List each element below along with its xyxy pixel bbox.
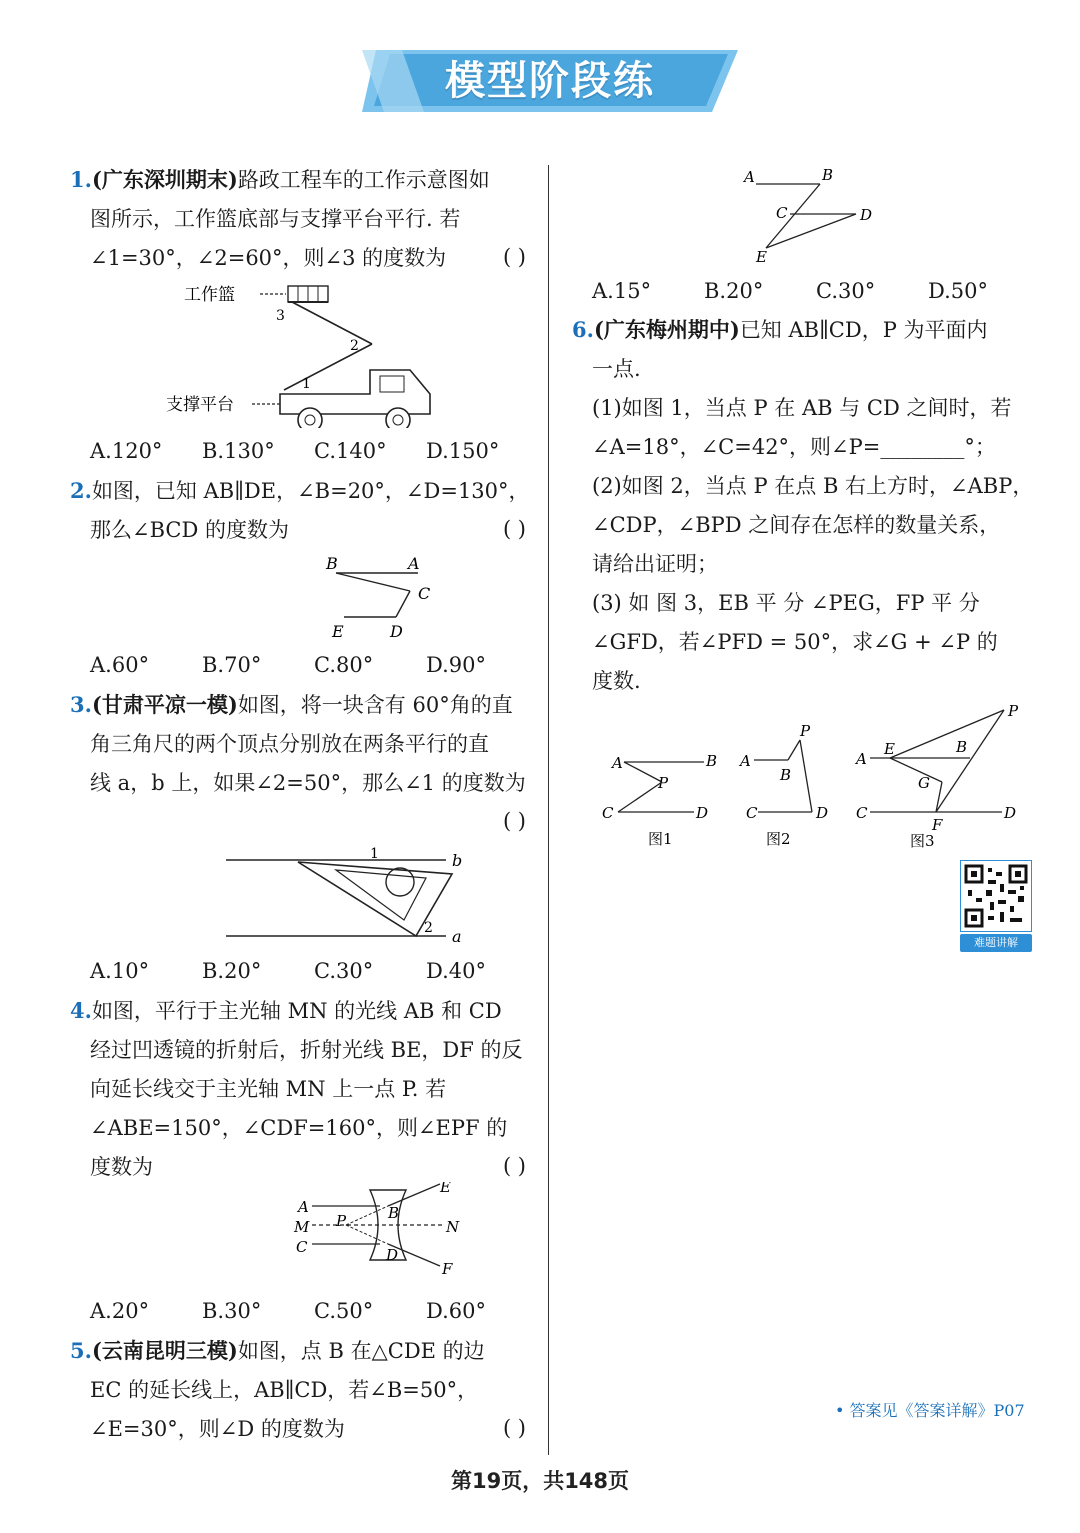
figure-q6-3: [852, 700, 1038, 852]
option-b[interactable]: B.20°: [202, 959, 262, 983]
point-A: A: [612, 754, 623, 772]
page-number: 第19页，共148页: [450, 1469, 630, 1493]
point-F: F: [442, 1260, 453, 1278]
point-A: A: [856, 750, 867, 768]
figure-caption: 图2: [766, 830, 791, 848]
question-text: 向延长线交于主光轴 MN 上一点 P. 若: [90, 1077, 447, 1101]
angle-2-label: 2: [350, 338, 359, 354]
point-B: B: [822, 166, 834, 184]
options-q2: [90, 646, 530, 685]
question-3: [70, 685, 530, 833]
answer-reference: • 答案见《答案详解》P07: [835, 1401, 1025, 1420]
question-text: ∠ABE=150°，∠CDF=160°，则∠EPF 的: [90, 1116, 508, 1140]
question-source: (广东梅州期中): [593, 317, 740, 342]
option-b[interactable]: B.130°: [202, 439, 275, 463]
question-text: ∠A=18°，∠C=42°，则∠P=________°；: [592, 435, 996, 459]
point-E: E: [756, 248, 767, 266]
question-text: ∠GFD，若∠PFD = 50°，求∠G + ∠P 的: [592, 630, 998, 654]
point-D: D: [860, 206, 873, 224]
point-B: B: [780, 766, 792, 784]
answer-blank: ( ): [502, 1416, 526, 1440]
point-E: E: [332, 622, 344, 641]
answer-blank: ( ): [502, 1154, 526, 1178]
point-C: C: [856, 804, 868, 822]
option-a[interactable]: A.20°: [90, 1299, 150, 1323]
point-B: B: [388, 1204, 400, 1222]
question-text: 路政工程车的工作示意图如: [237, 168, 490, 192]
option-a[interactable]: A.15°: [592, 279, 652, 303]
figure-q6-1: [596, 742, 726, 852]
question-1: [70, 160, 530, 278]
point-E: E: [884, 740, 895, 758]
point-D: D: [1004, 804, 1017, 822]
point-P: P: [800, 722, 811, 740]
option-c[interactable]: C.140°: [314, 439, 387, 463]
point-C: C: [296, 1238, 308, 1256]
question-text: 一点.: [592, 357, 641, 381]
option-b[interactable]: B.30°: [202, 1299, 262, 1323]
qr-caption: 难题讲解: [960, 934, 1032, 952]
question-number: 6.: [572, 317, 594, 342]
question-text: ∠CDP，∠BPD 之间存在怎样的数量关系，: [592, 513, 1001, 537]
point-E: E: [440, 1182, 451, 1196]
question-5: [70, 1331, 530, 1449]
point-D: D: [390, 622, 403, 641]
section-banner: [362, 48, 738, 114]
figure-caption: 图1: [648, 830, 673, 848]
options-q4: [90, 1292, 530, 1331]
option-a[interactable]: A.10°: [90, 959, 150, 983]
figure-q5: [732, 160, 892, 268]
option-d[interactable]: D.50°: [928, 279, 988, 303]
answer-blank: ( ): [502, 517, 526, 541]
angle-2-label: 2: [424, 920, 433, 936]
point-D: D: [816, 804, 829, 822]
point-G: G: [918, 774, 930, 792]
point-P: P: [336, 1212, 347, 1230]
option-c[interactable]: C.30°: [816, 279, 876, 303]
question-text: (1)如图 1，当点 P 在 AB 与 CD 之间时，若: [592, 396, 1012, 420]
question-number: 3.: [70, 692, 92, 717]
point-P: P: [658, 774, 669, 792]
point-P: P: [1008, 702, 1019, 720]
point-N: N: [446, 1218, 460, 1236]
question-text: 那么∠BCD 的度数为: [90, 518, 289, 542]
point-D: D: [386, 1246, 399, 1264]
point-A: A: [740, 752, 751, 770]
question-text: 请给出证明；: [592, 552, 718, 576]
question-text: 如图，将一块含有 60°角的直: [237, 693, 513, 717]
question-4: [70, 991, 530, 1187]
options-q5: [592, 272, 1032, 311]
question-text: 度数为: [90, 1155, 153, 1179]
question-6: [572, 310, 1038, 701]
figure-q6-2: [736, 720, 846, 852]
angle-3-label: 3: [276, 308, 285, 324]
question-text: EC 的延长线上，AB∥CD，若∠B=50°，: [90, 1378, 479, 1402]
question-text: 如图，平行于主光轴 MN 的光线 AB 和 CD: [91, 999, 502, 1023]
angle-1-label: 1: [370, 846, 379, 862]
question-text: (2)如图 2，当点 P 在点 B 右上方时，∠ABP，: [592, 474, 1034, 498]
answer-blank: ( ): [502, 245, 526, 269]
question-text: 图所示，工作篮底部与支撑平台平行. 若: [90, 207, 461, 231]
point-A: A: [298, 1198, 309, 1216]
point-C: C: [776, 204, 788, 222]
figure-q1-truck: [160, 278, 480, 428]
question-source: (广东深圳期末): [91, 167, 238, 192]
option-d[interactable]: D.90°: [426, 653, 486, 677]
point-D: D: [696, 804, 709, 822]
option-d[interactable]: D.150°: [426, 439, 500, 463]
answer-blank: ( ): [502, 809, 526, 833]
question-text: 经过凹透镜的折射后，折射光线 BE，DF 的反: [90, 1038, 523, 1062]
question-text: (3) 如 图 3，EB 平 分 ∠PEG，FP 平 分: [592, 591, 980, 615]
point-C: C: [746, 804, 758, 822]
option-b[interactable]: B.70°: [202, 653, 262, 677]
line-b-label: b: [452, 851, 463, 870]
point-F: F: [932, 816, 943, 834]
question-text: 角三角尺的两个顶点分别放在两条平行的直: [90, 732, 489, 756]
option-a[interactable]: A.60°: [90, 653, 150, 677]
question-text: 如图，点 B 在△CDE 的边: [237, 1339, 485, 1363]
options-q3: [90, 952, 530, 991]
label-basket: 工作篮: [184, 285, 235, 305]
figure-q2: [250, 553, 450, 643]
question-text: ∠E=30°，则∠D 的度数为: [90, 1417, 345, 1441]
option-d[interactable]: D.40°: [426, 959, 486, 983]
point-C: C: [602, 804, 614, 822]
option-d[interactable]: D.60°: [426, 1299, 486, 1323]
question-source: (甘肃平凉一模): [91, 692, 238, 717]
option-c[interactable]: C.80°: [314, 653, 374, 677]
angle-1-label: 1: [302, 376, 311, 392]
option-c[interactable]: C.30°: [314, 959, 374, 983]
qr-code[interactable]: [960, 860, 1032, 952]
label-platform: 支撑平台: [166, 395, 234, 415]
line-a-label: a: [452, 927, 462, 946]
question-text: 度数.: [592, 669, 641, 693]
question-text: 线 a，b 上，如果∠2=50°，那么∠1 的度数为: [90, 771, 526, 795]
option-a[interactable]: A.120°: [90, 439, 163, 463]
question-number: 2.: [70, 478, 92, 503]
point-M: M: [294, 1218, 310, 1236]
qr-pattern: [960, 860, 1032, 932]
question-text: 已知 AB∥CD，P 为平面内: [739, 318, 988, 342]
column-divider: [548, 165, 549, 1455]
question-2: [70, 471, 530, 550]
question-number: 1.: [70, 167, 92, 192]
point-B: B: [326, 554, 338, 573]
question-source: (云南昆明三模): [91, 1338, 238, 1363]
question-number: 5.: [70, 1338, 92, 1363]
option-c[interactable]: C.50°: [314, 1299, 374, 1323]
point-B: B: [706, 752, 718, 770]
point-A: A: [744, 168, 755, 186]
question-text: 如图，已知 AB∥DE，∠B=20°，∠D=130°，: [91, 479, 530, 503]
option-b[interactable]: B.20°: [704, 279, 764, 303]
question-number: 4.: [70, 998, 92, 1023]
point-B: B: [956, 738, 968, 756]
point-C: C: [418, 584, 431, 603]
figure-q4-lens: [220, 1182, 480, 1292]
options-q1: [90, 432, 530, 471]
figure-caption: 图3: [910, 832, 935, 850]
banner-title: 模型阶段练: [445, 58, 655, 104]
figure-q3: [220, 840, 480, 950]
point-A: A: [408, 554, 420, 573]
question-text: ∠1=30°，∠2=60°，则∠3 的度数为: [90, 246, 447, 270]
